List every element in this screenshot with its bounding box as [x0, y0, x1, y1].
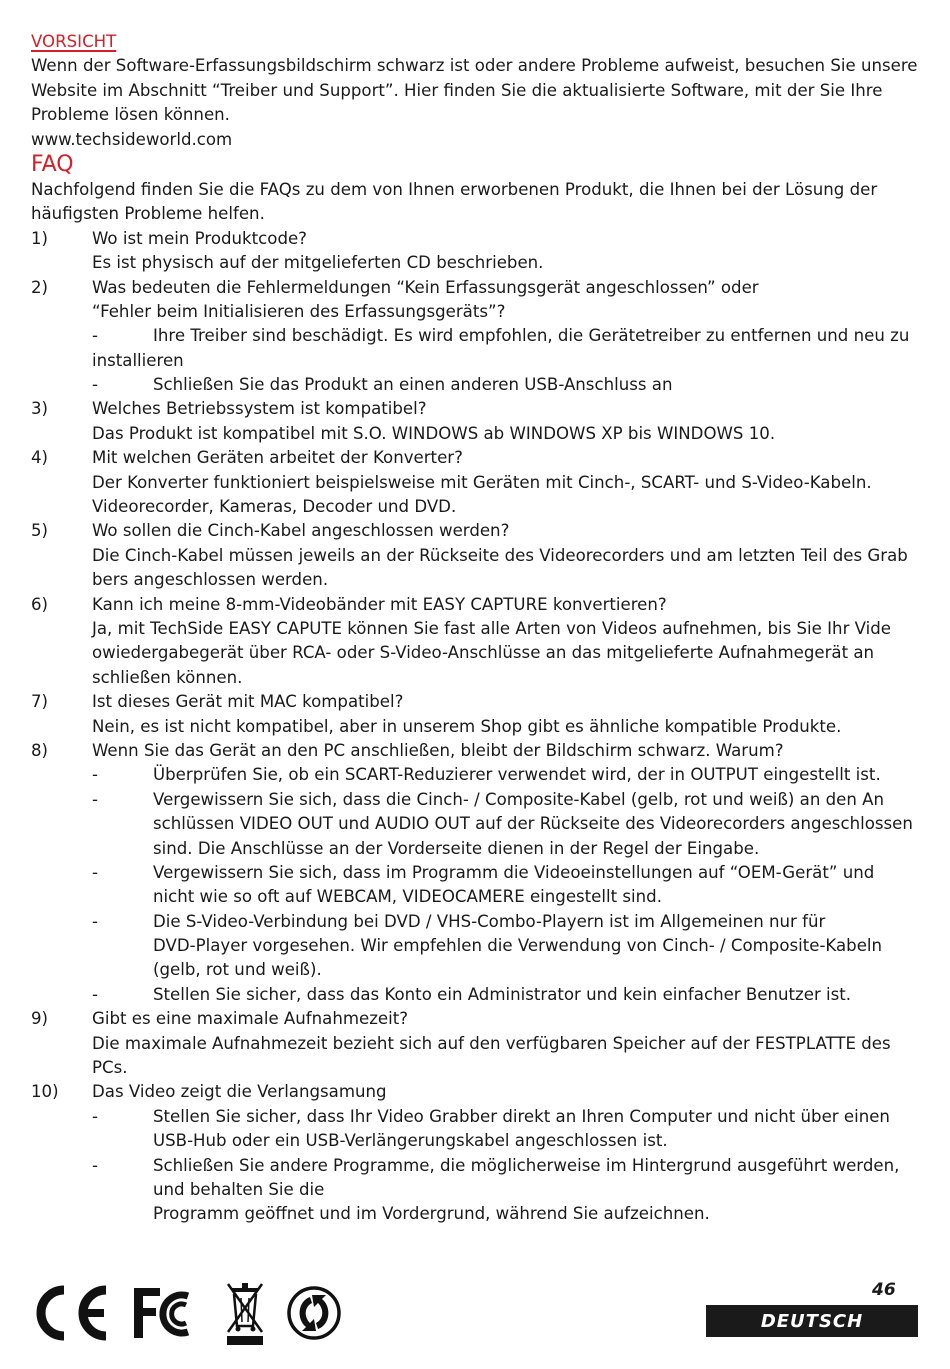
- bullet-text-continued: USB-Hub oder ein USB-Verlängerungskabel angeschlossen ist.: [153, 1131, 668, 1151]
- answer-line: PCs.: [92, 1058, 128, 1078]
- bullet-dash: -: [92, 862, 98, 882]
- faq-question: [31, 593, 916, 617]
- question-text: Kann ich meine 8-mm-Videobänder mit EASY CAPTURE konvertieren?: [92, 594, 667, 614]
- bullet-text: Stellen Sie sicher, dass das Konto ein Administrator und kein einfacher Benutzer ist.: [153, 984, 852, 1004]
- bullet-item: [92, 373, 916, 397]
- question-text-continued: “Fehler beim Initialisieren des Erfassungsgeräts”?: [92, 301, 506, 321]
- certification-logos: [30, 1278, 342, 1348]
- bullet-item: [92, 324, 916, 348]
- bullet-item: [92, 983, 916, 1007]
- answer-line: Die Cinch-Kabel müssen jeweils an der Rückseite des Videorecorders und am letzten Teil des Grab: [92, 545, 908, 565]
- bullet-dash: -: [92, 375, 98, 395]
- bullet-text-continued: sind. Die Anschlüsse an der Vorderseite dienen in der Regel der Eingabe.: [153, 838, 760, 858]
- bullet-item: [92, 1105, 916, 1129]
- bullet-text: Ihre Treiber sind beschädigt. Es wird empfohlen, die Gerätetreiber zu entfernen und neu zu: [153, 326, 910, 346]
- question-text: Ist dieses Gerät mit MAC kompatibel?: [92, 692, 404, 712]
- document-page: [31, 30, 916, 1227]
- fcc-mark-icon: [132, 1282, 204, 1344]
- bullet-item: [92, 910, 916, 934]
- bullet-text-continued: und behalten Sie die: [153, 1179, 325, 1199]
- question-number: 1): [31, 228, 49, 248]
- bullet-dash: -: [92, 789, 98, 809]
- answer-line: owiedergabegerät über RCA- oder S-Video-Anschlüsse an das mitgelieferte Aufnahmegerät an: [92, 643, 875, 663]
- faq-question: [31, 1007, 916, 1031]
- bullet-text: Schließen Sie das Produkt an einen anderen USB-Anschluss an: [153, 375, 673, 395]
- question-number: 6): [31, 594, 49, 614]
- answer-line: Die maximale Aufnahmezeit bezieht sich auf den verfügbaren Speicher auf der FESTPLATTE des: [92, 1033, 891, 1053]
- faq-intro-line: Nachfolgend finden Sie die FAQs zu dem von Ihnen erworbenen Produkt, die Ihnen bei der Lösung der: [31, 179, 878, 199]
- question-number: 7): [31, 692, 49, 712]
- question-text: Welches Betriebssystem ist kompatibel?: [92, 399, 427, 419]
- bullet-text-wrap: installieren: [92, 350, 184, 370]
- question-number: 2): [31, 277, 49, 297]
- answer-line: Nein, es ist nicht kompatibel, aber in unserem Shop gibt es ähnliche kompatible Produkte.: [92, 716, 842, 736]
- bullet-dash: -: [92, 1106, 98, 1126]
- bullet-dash: -: [92, 911, 98, 931]
- answer-line: Videorecorder, Kameras, Decoder und DVD.: [92, 497, 457, 517]
- faq-question: [31, 690, 916, 714]
- bullet-text: Schließen Sie andere Programme, die möglicherweise im Hintergrund ausgeführt werden,: [153, 1155, 900, 1175]
- warning-text-line: Wenn der Software-Erfassungsbildschirm schwarz ist oder andere Probleme aufweist, besuchen Sie unsere: [31, 56, 918, 76]
- faq-heading: FAQ: [31, 151, 74, 177]
- bullet-text-continued: schlüssen VIDEO OUT und AUDIO OUT auf der Rückseite des Videorecorders angeschlossen: [153, 814, 913, 834]
- page-number: 46: [872, 1280, 896, 1300]
- question-text: Was bedeuten die Fehlermeldungen “Kein Erfassungsgerät angeschlossen” oder: [92, 277, 759, 297]
- warning-text-line: Website im Abschnitt “Treiber und Support”. Hier finden Sie die aktualisierte Software, mit der Sie Ihre: [31, 80, 883, 100]
- bullet-text-continued: nicht wie so oft auf WEBCAM, VIDEOCAMERE eingestellt sind.: [153, 887, 662, 907]
- question-text: Das Video zeigt die Verlangsamung: [92, 1082, 387, 1102]
- question-number: 5): [31, 521, 49, 541]
- faq-question: [31, 227, 916, 251]
- bullet-text-continued: Programm geöffnet und im Vordergrund, während Sie aufzeichnen.: [153, 1204, 710, 1224]
- answer-line: Es ist physisch auf der mitgelieferten CD beschrieben.: [92, 253, 544, 273]
- question-text: Gibt es eine maximale Aufnahmezeit?: [92, 1009, 409, 1029]
- ce-mark-icon: [30, 1282, 112, 1344]
- weee-bin-icon: [224, 1278, 266, 1348]
- bullet-text-continued: DVD-Player vorgesehen. Wir empfehlen die Verwendung von Cinch- / Composite-Kabeln: [153, 936, 883, 956]
- question-number: 9): [31, 1009, 49, 1029]
- question-text: Wo sollen die Cinch-Kabel angeschlossen werden?: [92, 521, 510, 541]
- bullet-item: [92, 788, 916, 812]
- warning-text-line: Probleme lösen können.: [31, 105, 230, 125]
- faq-question: [31, 739, 916, 763]
- question-text: Mit welchen Geräten arbeitet der Konverter?: [92, 448, 463, 468]
- faq-question: [31, 519, 916, 543]
- bullet-item: [92, 861, 916, 885]
- bullet-dash: -: [92, 765, 98, 785]
- question-number: 8): [31, 740, 49, 760]
- bullet-text: Vergewissern Sie sich, dass die Cinch- / Composite-Kabel (gelb, rot und weiß) an den An: [153, 789, 885, 809]
- bullet-text: Die S-Video-Verbindung bei DVD / VHS-Combo-Playern ist im Allgemeinen nur für: [153, 911, 826, 931]
- answer-line: bers angeschlossen werden.: [92, 570, 329, 590]
- bullet-text: Vergewissern Sie sich, dass im Programm die Videoeinstellungen auf “OEM-Gerät” und: [153, 862, 875, 882]
- question-text: Wenn Sie das Gerät an den PC anschließen, bleibt der Bildschirm schwarz. Warum?: [92, 740, 784, 760]
- answer-line: Der Konverter funktioniert beispielsweise mit Geräten mit Cinch-, SCART- und S-Video-Kabeln.: [92, 472, 872, 492]
- bullet-item: [92, 763, 916, 787]
- answer-line: Das Produkt ist kompatibel mit S.O. WINDOWS ab WINDOWS XP bis WINDOWS 10.: [92, 423, 776, 443]
- question-number: 10): [31, 1082, 59, 1102]
- question-text: Wo ist mein Produktcode?: [92, 228, 307, 248]
- faq-question: [31, 276, 916, 300]
- faq-intro-line: häufigsten Probleme helfen.: [31, 204, 265, 224]
- faq-question: [31, 397, 916, 421]
- website-url: www.techsideworld.com: [31, 129, 233, 149]
- question-number: 4): [31, 448, 49, 468]
- warning-heading: VORSICHT: [31, 32, 117, 51]
- bullet-dash: -: [92, 326, 98, 346]
- bullet-text: Überprüfen Sie, ob ein SCART-Reduzierer verwendet wird, der in OUTPUT eingestellt ist.: [153, 765, 881, 785]
- bullet-dash: -: [92, 1155, 98, 1175]
- answer-line: schließen können.: [92, 667, 243, 687]
- question-number: 3): [31, 399, 49, 419]
- language-label: DEUTSCH: [706, 1305, 918, 1337]
- bullet-item: [92, 1154, 916, 1178]
- green-dot-recycling-icon: [286, 1285, 342, 1341]
- bullet-text: Stellen Sie sicher, dass Ihr Video Grabber direkt an Ihren Computer und nicht über einen: [153, 1106, 890, 1126]
- bullet-text-continued: (gelb, rot und weiß).: [153, 960, 322, 980]
- faq-question: [31, 446, 916, 470]
- bullet-dash: -: [92, 984, 98, 1004]
- faq-question: [31, 1080, 916, 1104]
- answer-line: Ja, mit TechSide EASY CAPUTE können Sie fast alle Arten von Videos aufnehmen, bis Sie Ihr Vide: [92, 618, 892, 638]
